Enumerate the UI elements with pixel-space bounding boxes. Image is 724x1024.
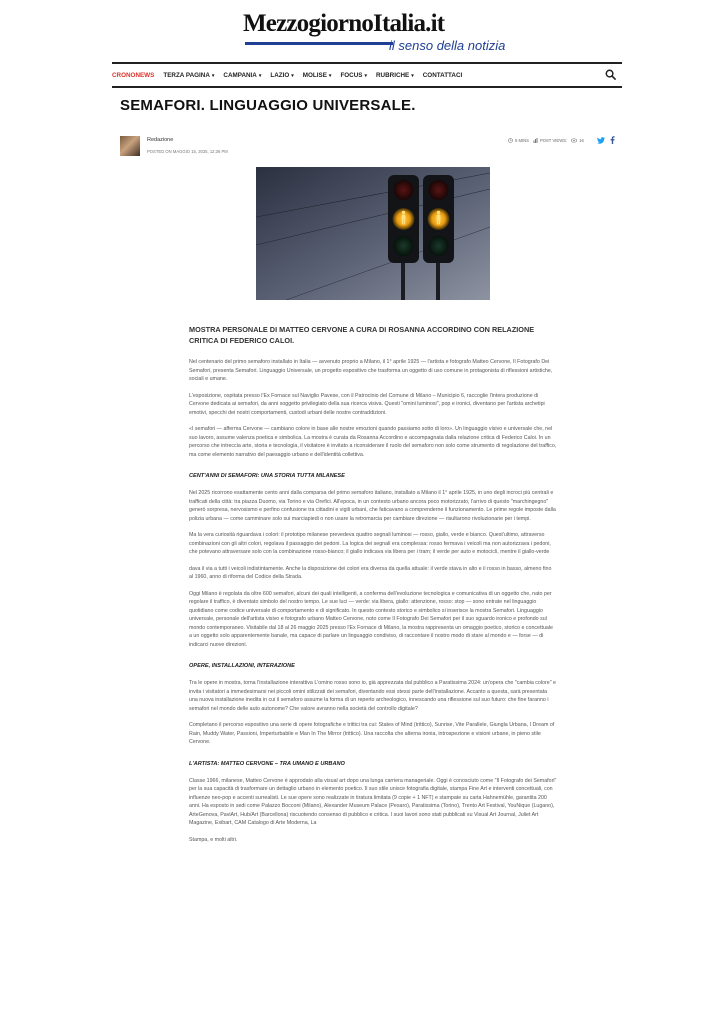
chevron-down-icon: ▾	[291, 72, 294, 79]
nav-list	[112, 64, 622, 86]
nav-item-label: FOCUS	[340, 71, 363, 79]
nav-item-label: TERZA PAGINA	[163, 71, 210, 79]
main-navigation	[112, 62, 622, 88]
facebook-icon[interactable]	[610, 136, 615, 146]
nav-item-terza-pagina[interactable]	[163, 72, 214, 79]
logo-tagline: il senso della notizia	[389, 38, 506, 53]
nav-item-label: LAZIO	[270, 71, 290, 79]
paragraph: Ma la vera curiosità riguardava i colori: il prototipo milanese prevedeva quattro segnali luminosi — rosso, giallo, verde e bianco. Quest'ultimo, attraverso combinazioni con gli altri colori, regolava il passaggio dei pedoni. La logica dei segnali era complessa: rosso fermava i veicoli ma non autorizzava i pedoni, che potevano attraversare solo con la combinazione rosso-bianco; il giallo indicava via libera per i tram; il verde per auto e motocicli, mentre il giallo-verde	[189, 532, 551, 555]
site-logo[interactable]	[243, 10, 523, 60]
paragraph: Completano il percorso espositivo una serie di opere fotografiche e trittici tra cui: States of Mind (trittico), Sunrise, Vite Parallele, Giungla Urbana, I Dream of Rain, Muddy Water, Passioni, Imperturbabile e Man In The Mirror (trittico). Una raccolta che alterna ironia, introspezione e visioni urbane, in pieno stile Cervone.	[189, 722, 555, 745]
article-meta	[120, 136, 612, 158]
author-name[interactable]: Redazione	[147, 137, 174, 143]
nav-item-lazio[interactable]	[270, 72, 293, 79]
nav-item-contattaci[interactable]	[423, 72, 463, 79]
chevron-down-icon: ▾	[328, 72, 332, 79]
twitter-icon[interactable]	[597, 137, 605, 146]
chevron-down-icon: ▾	[411, 72, 414, 79]
section-heading: OPERE, INSTALLAZIONI, INTERAZIONE	[189, 663, 295, 669]
logo-underline	[245, 42, 393, 45]
clock-icon	[508, 138, 513, 143]
nav-item-label: CONTATTACI	[422, 71, 463, 79]
nav-item-label: MOLISE	[302, 71, 327, 79]
nav-item-label: CRONONEWS	[112, 71, 155, 79]
paragraph: Oggi Milano è regolata da oltre 600 semafori, alcuni dei quali intelligenti, a conferma dell'evoluzione tecnologica e comunicativa di un oggetto che, nato per regolare il traffico, è diventato simbolo del nostro tempo. Le sue luci — verde: via libera, giallo: attenzione, rosso: stop — sono entrate nel linguaggio quotidiano come codice universale di comportamento e di significato. In questo contesto storico e simbolico si inserisce la mostra Semafori. Linguaggio universale, personale dell'artista visivo e fotografo urbano Matteo Cervone, noto come Il Fotografo Dei Semafori per il suo sguardo ironico e profondo sul mondo contemporaneo. Visitabile dal 18 al 26 maggio 2025 presso l'Ex Fornace di Milano, la mostra rappresenta un omaggio poetico, storico e concettuale a un oggetto solo apparentemente banale, ma capace di parlare un linguaggio condiviso, di raccontare il nostro modo di stare al mondo e — forse — di indicarci nuove direzioni.	[189, 590, 553, 648]
eye-icon	[571, 138, 577, 143]
chevron-down-icon: ▾	[364, 72, 367, 79]
section-heading: CENT'ANNI DI SEMAFORI: UNA STORIA TUTTA MILANESE	[189, 473, 345, 479]
nav-item-rubriche[interactable]	[376, 72, 414, 79]
paragraph: Nel 2025 ricorrono esattamente cento anni dalla comparsa del primo semaforo italiano, installato a Milano il 1° aprile 1925, in uno degli incroci più centrali e trafficati della città: tra piazza Duomo, via Torino e via Orefici. All'epoca, in un contesto urbano ancora poco motorizzato, l'arrivo di questo "marchingegno" generò sorpresa, nervosismo e perfino confusione tra cittadini e vigili urbani, che faticavano a comprenderne il funzionamento. Le prime regole imposte dalla polizia urbana — come camminare solo sui marciapiedi o non usare la retromarcia per cambiare direzione — risultarono rivoluzionarie per i tempi.	[189, 490, 556, 522]
author-avatar[interactable]	[120, 136, 140, 156]
paragraph: Tra le opere in mostra, torna l'installazione interattiva L'omino rosso sono io, già apprezzata dal pubblico a Paratissima 2024: un'opera che "cambia colore" e invita i visitatori a immedesimarsi nei piccoli omini stilizzati dei semafori, diventando essi stessi parte dell'installazione. Accanto a questa, sarà presentata una nuova installazione inedita in cui il semaforo assume la forma di un reperto archeologico, innescando una riflessione sul suo futuro: che fine faranno i semafori nel mondo delle auto autonome? Che valore avranno nella società del controllo digitale?	[189, 680, 556, 712]
paragraph: dava il via a tutti i veicoli indistintamente. Anche la disposizione dei colori era diversa da quella attuale: il verde stava in alto e il rosso in basso, almeno fino al 1960, anno di riforma del Codice della Strada.	[189, 565, 552, 580]
nav-item-campania[interactable]	[223, 72, 261, 79]
post-stats	[508, 138, 588, 143]
chevron-down-icon: ▾	[258, 72, 262, 79]
social-share	[592, 136, 615, 146]
read-time: 5 MINS	[515, 138, 529, 143]
nav-item-focus[interactable]	[340, 72, 367, 79]
traffic-light-photo	[256, 167, 490, 300]
paragraph: Stampa, e molti altri.	[189, 836, 238, 843]
views-label: POST VIEWS:	[539, 138, 568, 143]
nav-item-molise[interactable]	[303, 72, 332, 79]
paragraph: «I semafori — afferma Cervone — cambiano colore in base alle nostre emozioni quando passiamo sotto di loro». Un linguaggio visivo e universale che, nel suo lavoro, assume valenza poetica e simbolica. La mostra è curata da Rosanna Accordino e accompagnata dalla relazione critica di Federico Caloi. In un percorso che intreccia arte, storia e tecnologia, il visitatore è invitato a riconsiderare il ruolo del semaforo non solo come strumento di regolazione del traffico, ma come elemento narrativo del paesaggio urbano e dell'identità collettiva.	[189, 426, 557, 458]
chevron-down-icon: ▾	[211, 72, 215, 79]
nav-item-crononews[interactable]	[112, 72, 154, 79]
post-date: POSTED ON MAGGIO 15, 2025, 12:36 PM	[147, 149, 228, 154]
article-body	[189, 324, 557, 852]
article-subtitle: MOSTRA PERSONALE DI MATTEO CERVONE A CURA DI ROSANNA ACCORDINO CON RELAZIONE CRITICA DI FEDERICO CALOI.	[189, 325, 535, 345]
views-count: 16	[579, 138, 584, 143]
article-title: SEMAFORI. LINGUAGGIO UNIVERSALE.	[120, 97, 416, 114]
search-icon[interactable]	[605, 69, 616, 80]
bar-chart-icon	[533, 138, 538, 143]
paragraph: L'esposizione, ospitata presso l'Ex Fornace sul Naviglio Pavese, con il Patrocinio del Comune di Milano – Municipio 6, raccoglie l'intera produzione di Cervone dedicata ai semafori, da anni soggetto privilegiato della sua ricerca visiva. Questi "omini luminosi", pop e ironici, diventano per l'artista archetipi emotivi, specchi dei nostri comportamenti, custodi urbani delle nostre contraddizioni.	[189, 392, 545, 416]
paragraph: Classe 1966, milanese, Matteo Cervone è approdato alla visual art dopo una lunga carriera manageriale. Oggi è conosciuto come "Il Fotografo dei Semafori" per la sua capacità di trasformare un dettaglio urbano in elemento poetico. Il suo stile unisce fotografia digitale, stampa Fine Art e interventi concettuali, con influenze neo-pop e accenti surrealisti. Le sue opere sono realizzate in tiratura limitata (9 copie + 1 NFT) e stampate su carta Hahnemühle, garantita 200 anni. Ha esposto in sedi come Palazzo Bocconi (Milano), Alexander Museum Palace (Pesaro), Paratissima (Torino), Trento Art Festival, YouNique (Lugano), ArteGenova, PaviArt, Hub/Art (Barcellona) riscuotendo consenso di pubblico e critica. I suoi lavori sono stati pubblicati su Visual Art Journal, Juliet Art Magazine, Exibart, CAM Catalogo di Arte Moderna, La	[189, 777, 557, 826]
nav-item-label: RUBRICHE	[376, 71, 410, 79]
nav-item-label: CAMPANIA	[223, 71, 257, 79]
section-heading: L'ARTISTA: MATTEO CERVONE – TRA UMANO E URBANO	[189, 760, 345, 767]
logo-title: MezzogiornoItalia.it	[243, 10, 445, 37]
paragraph: Nel centenario del primo semaforo installato in Italia — avvenuto proprio a Milano, il 1° aprile 1925 — l'artista e fotografo Matteo Cervone, Il Fotografo Dei Semafori, presenta Semafori. Linguaggio Universale, un progetto espositivo che trasforma un oggetto di uso comune in protagonista di riflessioni artistiche, sociali e umane.	[189, 359, 553, 382]
